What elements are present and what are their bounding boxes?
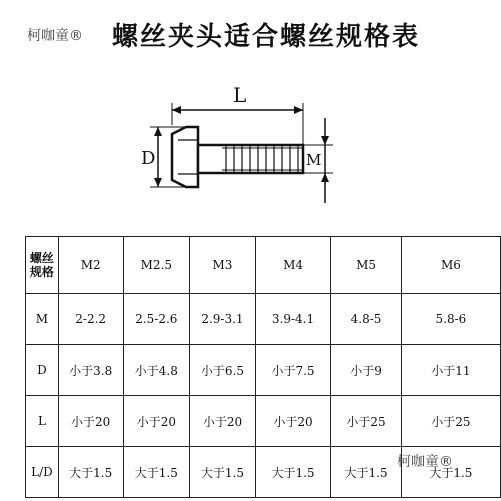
page-title: 螺丝夹头适合螺丝规格表	[112, 22, 421, 52]
column-header: M2	[58, 237, 123, 294]
table-cell: 小于11	[401, 345, 500, 396]
table-row	[26, 345, 501, 396]
row-label: L/D	[26, 447, 59, 498]
table-cell: 3.9-4.1	[255, 294, 330, 345]
column-header: M4	[255, 237, 330, 294]
row-label: M	[26, 294, 59, 345]
table-cell: 小于20	[123, 396, 190, 447]
thread-arrow-bottom	[321, 173, 329, 182]
table-cell: 小于6.5	[190, 345, 256, 396]
corner-line-1: 螺丝	[29, 251, 54, 265]
row-label: L	[26, 396, 59, 447]
column-header: M2.5	[123, 237, 190, 294]
length-arrow-left	[172, 106, 181, 114]
table-row	[26, 294, 501, 345]
table-cell: 大于1.5	[123, 447, 190, 498]
corner-line-2: 规格	[29, 265, 54, 279]
table-cell: 小于20	[58, 396, 123, 447]
table-cell: 小于7.5	[255, 345, 330, 396]
table-cell: 2.9-3.1	[190, 294, 256, 345]
table-cell: 大于1.5	[190, 447, 256, 498]
table-cell: 大于1.5	[58, 447, 123, 498]
thread-label: M	[306, 151, 322, 169]
table-cell: 小于3.8	[58, 345, 123, 396]
row-label: D	[26, 345, 59, 396]
table-cell: 大于1.5	[255, 447, 330, 498]
table-cell: 小于4.8	[123, 345, 190, 396]
brand-logo-text: 柯咖童®	[27, 28, 83, 44]
table-cell: 小于25	[401, 396, 500, 447]
table-cell: 大于1.5	[331, 447, 402, 498]
length-arrow-right	[294, 106, 303, 114]
diameter-arrow-bottom	[154, 178, 162, 187]
table-cell: 4.8-5	[331, 294, 402, 345]
table-cell: 5.8-6	[401, 294, 500, 345]
watermark-text: 柯咖童®	[397, 454, 453, 470]
column-header: M3	[190, 237, 256, 294]
table-header-row	[26, 237, 501, 294]
table-cell: 2-2.2	[58, 294, 123, 345]
length-label: L	[233, 83, 247, 107]
table-row	[26, 396, 501, 447]
thread-arrow-top	[321, 136, 329, 145]
column-header: M5	[331, 237, 402, 294]
table-corner-cell	[26, 237, 59, 294]
column-header: M6	[401, 237, 500, 294]
table-cell: 小于9	[331, 345, 402, 396]
table-cell: 大于1.5	[401, 447, 500, 498]
table-cell: 小于20	[190, 396, 256, 447]
table-cell: 小于25	[331, 396, 402, 447]
table-cell: 2.5-2.6	[123, 294, 190, 345]
diameter-label: D	[141, 148, 156, 169]
table-cell: 小于20	[255, 396, 330, 447]
diameter-arrow-top	[154, 127, 162, 136]
screw-head	[172, 127, 198, 187]
